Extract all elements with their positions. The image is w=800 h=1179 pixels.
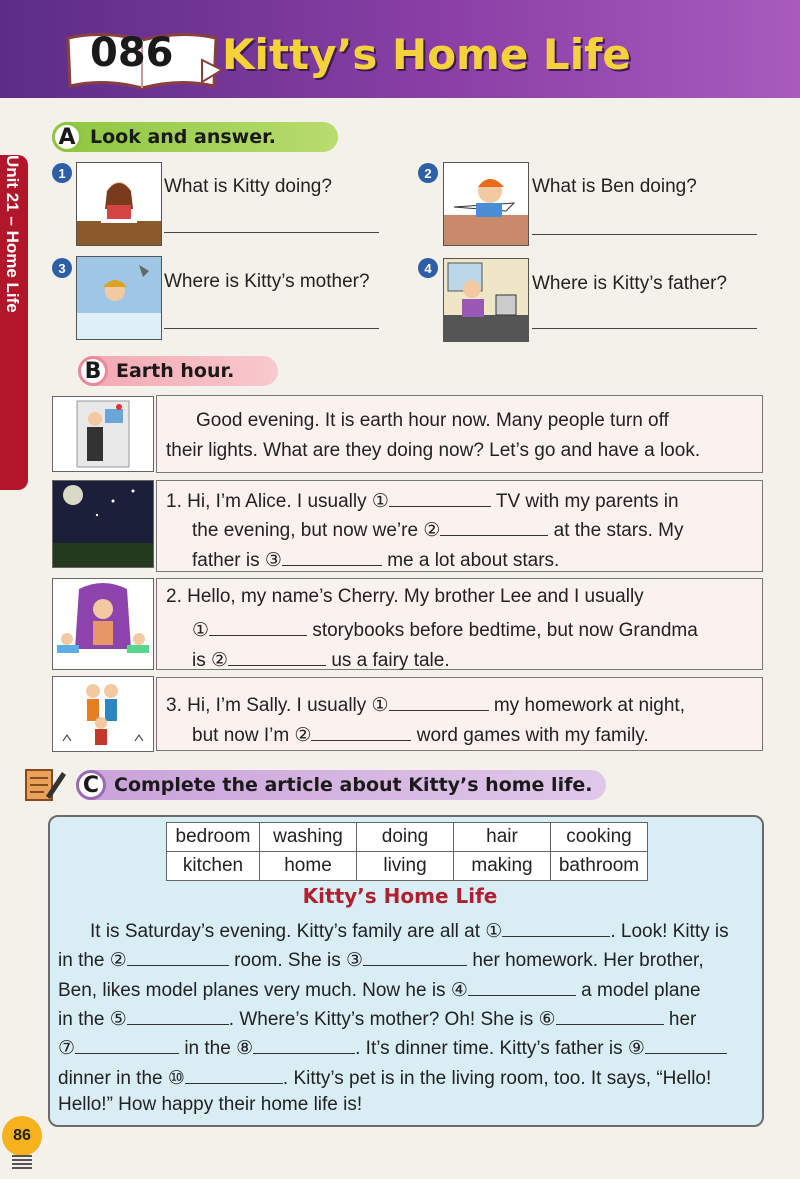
question-text: What is Kitty doing? <box>164 176 332 197</box>
ben-making-plane-image <box>443 162 529 246</box>
fill-blank[interactable] <box>440 516 548 536</box>
answer-line[interactable] <box>164 328 379 329</box>
article-line: Ben, likes model planes very much. Now he is ④ a model plane <box>58 976 701 1002</box>
passage-line: father is ③ me a lot about stars. <box>192 546 559 572</box>
word-cell: bathroom <box>551 852 648 881</box>
article-title: Kitty’s Home Life <box>302 884 498 908</box>
article-line: Hello!” How happy their home life is! <box>58 1094 363 1115</box>
fill-blank[interactable] <box>282 546 382 566</box>
fill-blank[interactable] <box>185 1064 283 1084</box>
fill-blank[interactable] <box>502 917 610 937</box>
word-cell: living <box>357 852 454 881</box>
article-line: in the ⑤ . Where’s Kitty’s mother? Oh! She is ⑥ her <box>58 1005 696 1031</box>
fill-blank[interactable] <box>253 1034 355 1054</box>
fill-blank[interactable] <box>389 691 489 711</box>
passage-line: 1. Hi, I’m Alice. I usually ① TV with my parents in <box>166 487 679 513</box>
section-a-heading <box>52 122 338 152</box>
question-text: What is Ben doing? <box>532 176 697 197</box>
section-c-heading <box>76 770 606 800</box>
kitty-reading-image <box>76 162 162 246</box>
fill-blank[interactable] <box>363 946 467 966</box>
section-c-letter: C <box>76 770 106 800</box>
answer-line[interactable] <box>532 328 757 329</box>
fill-blank[interactable] <box>127 1005 229 1025</box>
section-a-title: Look and answer. <box>90 126 277 148</box>
question-text: Where is Kitty’s mother? <box>164 271 370 292</box>
article-line: It is Saturday’s evening. Kitty’s family are all at ① . Look! Kitty is <box>90 917 729 943</box>
word-cell: washing <box>260 823 357 852</box>
passage-line: the evening, but now we’re ② at the stars. My <box>192 516 684 542</box>
family-games-image <box>52 676 154 752</box>
fill-blank[interactable] <box>645 1034 727 1054</box>
passage-line: 2. Hello, my name’s Cherry. My brother Lee and I usually <box>166 586 644 607</box>
intro-line: their lights. What are they doing now? Let’s go and have a look. <box>166 440 701 461</box>
intro-line: Good evening. It is earth hour now. Many people turn off <box>196 410 669 431</box>
grandma-story-image <box>52 578 154 670</box>
word-cell: making <box>454 852 551 881</box>
mother-bathroom-image <box>76 256 162 340</box>
word-cell: bedroom <box>167 823 260 852</box>
section-c-title: Complete the article about Kitty’s home life. <box>114 774 593 796</box>
table-row <box>167 852 648 881</box>
section-b-title: Earth hour. <box>116 360 235 382</box>
fill-blank[interactable] <box>556 1005 664 1025</box>
page-title: Kitty’s Home Life <box>222 30 631 79</box>
question-text: Where is Kitty’s father? <box>532 273 728 294</box>
passage-line: is ② us a fairy tale. <box>192 646 450 672</box>
table-row <box>167 823 648 852</box>
writing-pencil-icon <box>24 766 66 804</box>
presenter-image <box>52 396 154 472</box>
item-number-badge: 3 <box>52 258 72 278</box>
passage-line: but now I’m ② word games with my family. <box>192 721 649 747</box>
fill-blank[interactable] <box>468 976 576 996</box>
item-number-badge: 2 <box>418 163 438 183</box>
item-number-badge: 4 <box>418 258 438 278</box>
fill-blank[interactable] <box>228 646 326 666</box>
word-bank-table <box>166 822 648 881</box>
night-sky-image <box>52 480 154 568</box>
passage-line: 3. Hi, I’m Sally. I usually ① my homework at night, <box>166 691 685 717</box>
answer-line[interactable] <box>164 232 379 233</box>
lightbulb-icon <box>12 1155 32 1171</box>
item-number-badge: 1 <box>52 163 72 183</box>
answer-line[interactable] <box>532 234 757 235</box>
fill-blank[interactable] <box>209 616 307 636</box>
passage-line: ① storybooks before bedtime, but now Grandma <box>192 616 698 642</box>
section-b-heading <box>78 356 278 386</box>
section-a-letter: A <box>52 122 82 152</box>
article-line: ⑦ in the ⑧ . It’s dinner time. Kitty’s father is ⑨ <box>58 1034 727 1060</box>
word-cell: kitchen <box>167 852 260 881</box>
father-kitchen-image <box>443 258 529 342</box>
word-cell: hair <box>454 823 551 852</box>
section-b-letter: B <box>78 356 108 386</box>
unit-side-tab <box>0 155 28 490</box>
article-line: dinner in the ⑩ . Kitty’s pet is in the living room, too. It says, “Hello! <box>58 1064 711 1090</box>
fill-blank[interactable] <box>389 487 491 507</box>
fill-blank[interactable] <box>127 946 229 966</box>
fill-blank[interactable] <box>311 721 411 741</box>
word-cell: doing <box>357 823 454 852</box>
unit-label: Unit 21 – Home Life <box>3 155 22 313</box>
article-line: in the ② room. She is ③ her homework. Her brother, <box>58 946 704 972</box>
word-cell: home <box>260 852 357 881</box>
lesson-number: 086 <box>90 30 174 76</box>
page-number: 86 <box>2 1116 42 1156</box>
fill-blank[interactable] <box>75 1034 179 1054</box>
word-cell: cooking <box>551 823 648 852</box>
